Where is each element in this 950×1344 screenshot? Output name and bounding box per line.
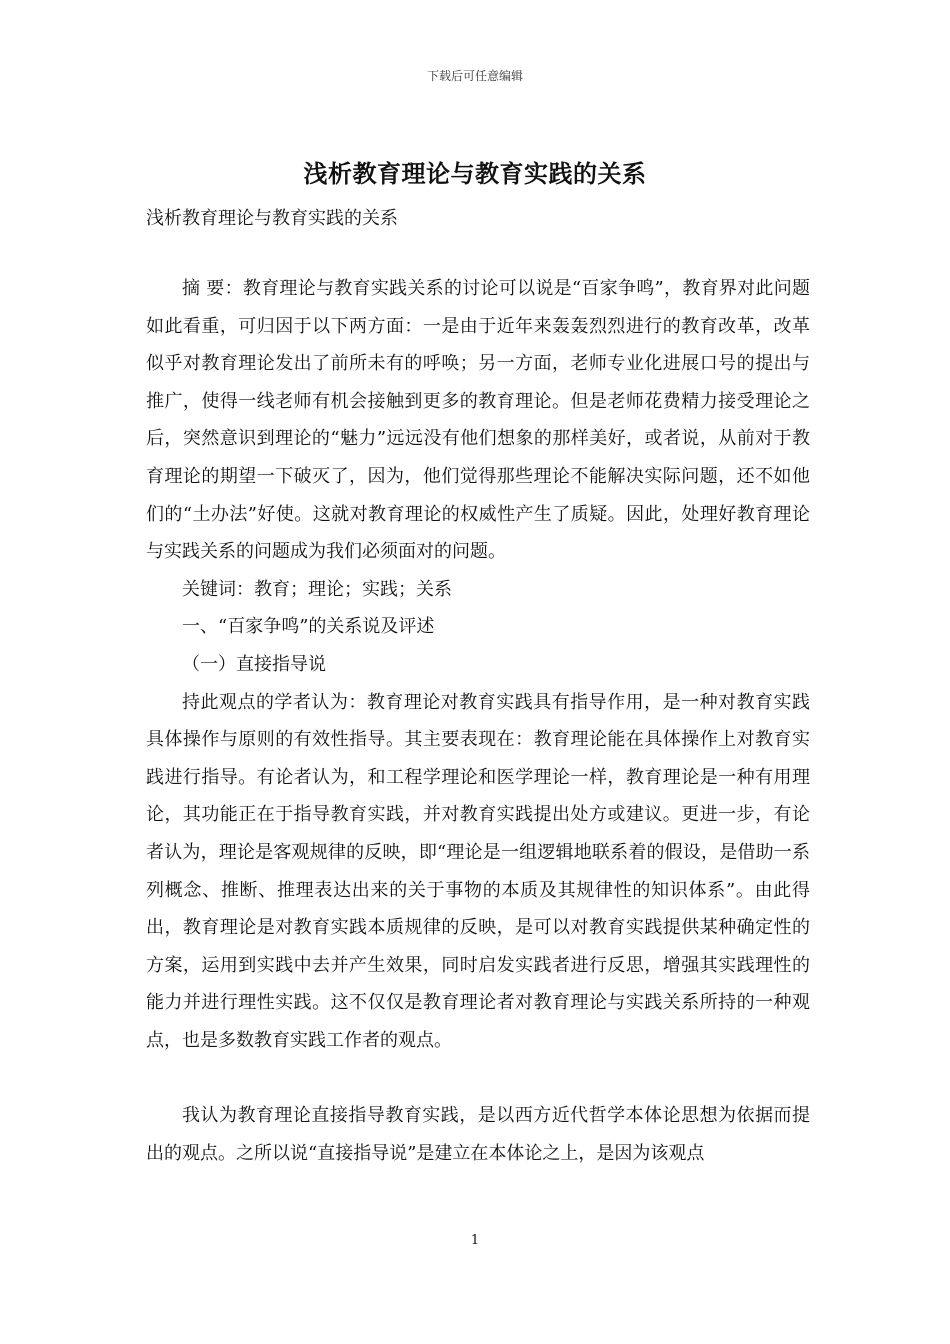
abstract-paragraph: 摘 要：教育理论与教育实践关系的讨论可以说是“百家争鸣”，教育界对此问题如此看重，可归因于以下两方面：一是由于近年来轰轰烈烈进行的教育改革，改革似乎对教育理论发出了前所未有的呼唤；另一方面，老师专业化进展口号的提出与推广，使得一线老师有机会接触到更多的教育理论。但是老师花费精力接受理论之后，突然意识到理论的“魅力”远远没有他们想象的那样美好，或者说，从前对于教育理论的期望一下破灭了，因为，他们觉得那些理论不能解决实际问题，还不如他们的“土办法”好使。这就对教育理论的权威性产生了质疑。因此，处理好教育理论与实践关系的问题成为我们必须面对的问题。	[146, 278, 810, 563]
document-body	[146, 270, 810, 1172]
body-paragraph: 持此观点的学者认为：教育理论对教育实践具有指导作用，是一种对教育实践具体操作与原则的有效性指导。其主要表现在：教育理论能在具体操作上对教育实践进行指导。有论者认为，和工程学理论和医学理论一样，教育理论是一种有用理论，其功能正在于指导教育实践，并对教育实践提出处方或建议。更进一步，有论者认为，理论是客观规律的反映，即“理论是一组逻辑地联系着的假设，是借助一系列概念、推断、推理表达出来的关于事物的本质及其规律性的知识体系”。由此得出，教育理论是对教育实践本质规律的反映，是可以对教育实践提供某种确定性的方案，运用到实践中去并产生效果，同时启发实践者进行反思，增强其实践理性的能力并进行理性实践。这不仅仅是教育理论者对教育理论与实践关系所持的一种观点，也是多数教育实践工作者的观点。	[146, 691, 810, 1051]
section-heading: 一、“百家争鸣”的关系说及评述	[182, 616, 435, 638]
subsection-heading: （一）直接指导说	[182, 653, 326, 675]
document-subtitle: 浅析教育理论与教育实践的关系	[146, 208, 398, 229]
document-title: 浅析教育理论与教育实践的关系	[303, 159, 647, 188]
keywords-line: 关键词：教育；理论；实践；关系	[182, 578, 452, 600]
page-header-note: 下载后可任意编辑	[426, 69, 523, 83]
page-number: 1	[470, 1233, 480, 1248]
body-paragraph: 我认为教育理论直接指导教育实践，是以西方近代哲学本体论思想为依据而提出的观点。之所以说“直接指导说”是建立在本体论之上，是因为该观点	[146, 1105, 810, 1164]
